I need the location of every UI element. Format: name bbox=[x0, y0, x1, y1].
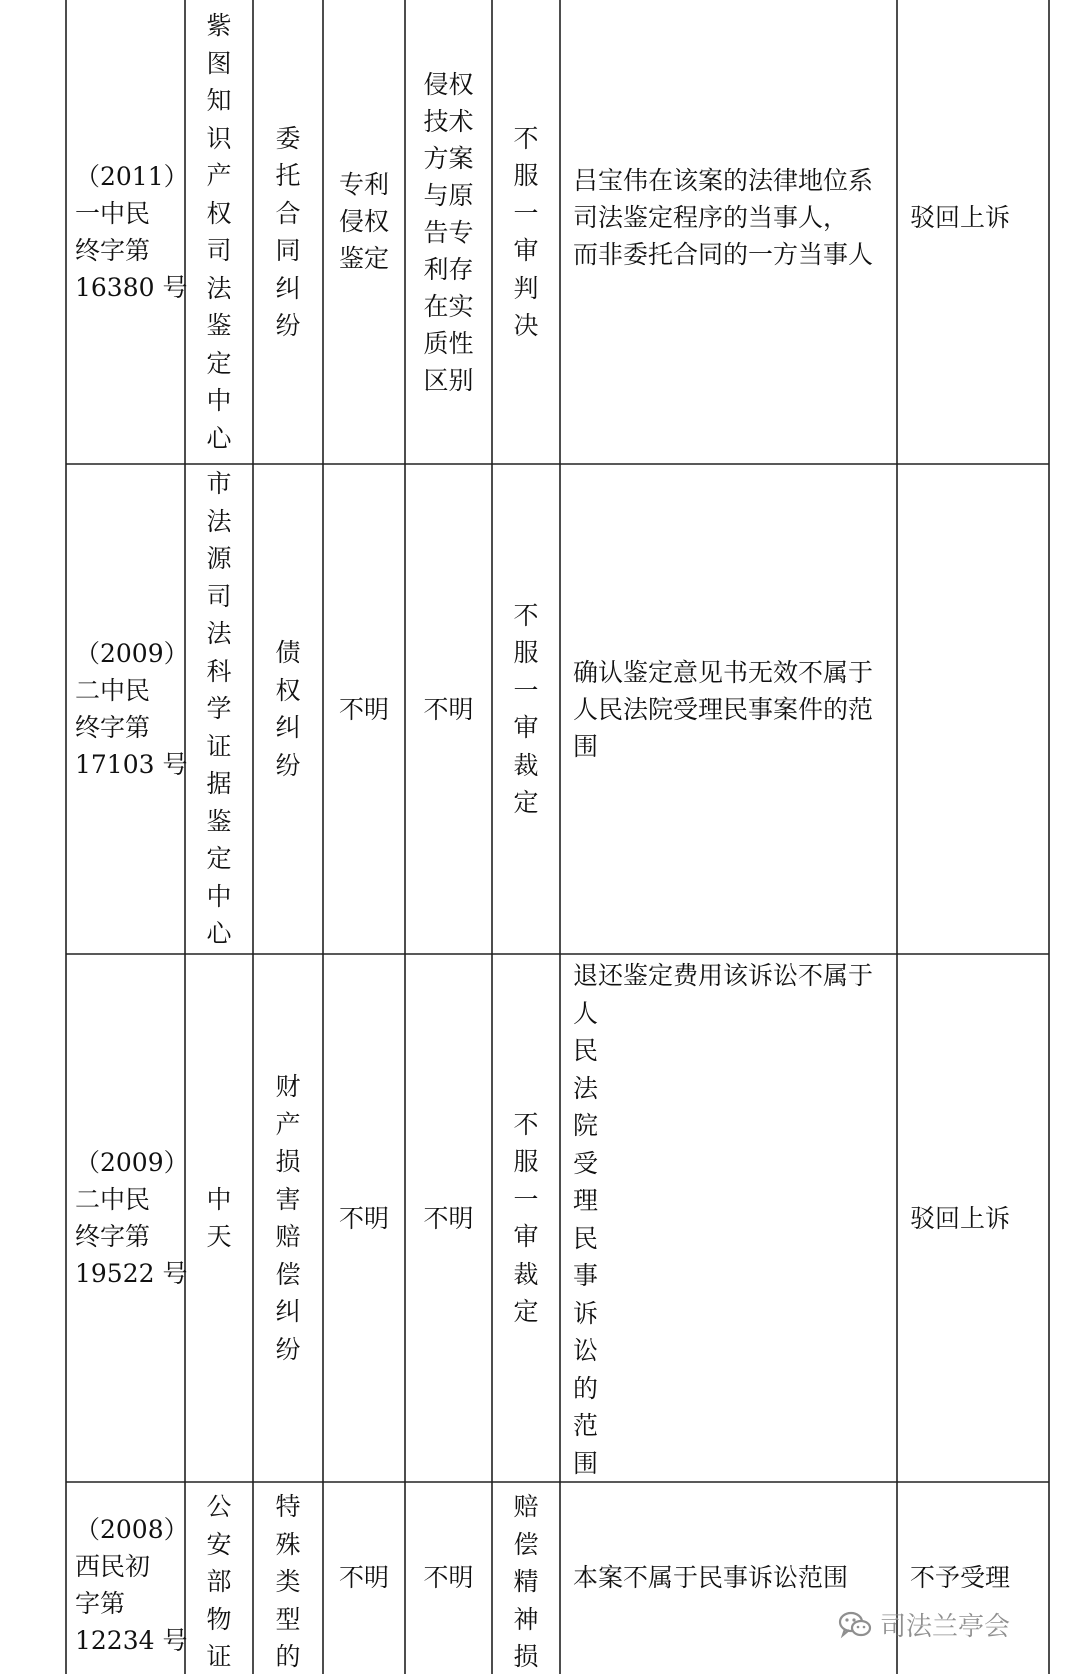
line: 确认鉴定意见书无效不属于 bbox=[573, 657, 874, 687]
char: 证 bbox=[206, 1642, 232, 1671]
char: 的 bbox=[275, 1642, 301, 1671]
line: 方案 bbox=[423, 143, 474, 173]
conclusion-cell bbox=[406, 1, 491, 463]
char: 围 bbox=[573, 1448, 599, 1478]
char: 法 bbox=[206, 619, 232, 649]
char: 图 bbox=[206, 48, 232, 78]
line: 16380 号 bbox=[75, 273, 188, 302]
char: 物 bbox=[206, 1604, 232, 1634]
agency-cell bbox=[186, 1, 252, 463]
watermark bbox=[838, 1606, 1010, 1643]
line: 专利 bbox=[338, 170, 389, 199]
char: 鉴 bbox=[206, 311, 232, 340]
char: 司 bbox=[206, 236, 232, 265]
char: 知 bbox=[206, 86, 232, 115]
char: 受 bbox=[573, 1148, 599, 1178]
char: 定 bbox=[513, 1297, 539, 1326]
char: 的 bbox=[573, 1373, 599, 1403]
char: 理 bbox=[573, 1186, 599, 1215]
char: 殊 bbox=[275, 1529, 301, 1559]
line: 二中民 bbox=[75, 676, 151, 705]
char: 诉 bbox=[573, 1298, 599, 1328]
line: 鉴定 bbox=[338, 244, 389, 273]
char: 纷 bbox=[275, 750, 301, 780]
char: 司 bbox=[206, 581, 232, 611]
char: 债 bbox=[275, 638, 301, 667]
char: 合 bbox=[275, 198, 301, 228]
char: 中 bbox=[206, 386, 232, 415]
char: 纠 bbox=[275, 273, 301, 303]
char: 产 bbox=[206, 161, 232, 190]
line: （2009） bbox=[75, 639, 189, 668]
char: 法 bbox=[206, 506, 232, 536]
char: 裁 bbox=[513, 750, 539, 780]
char: 纠 bbox=[275, 1297, 301, 1326]
result-cell: 驳回上诉 bbox=[910, 1203, 1011, 1233]
char: 裁 bbox=[513, 1259, 539, 1289]
char: 民 bbox=[573, 1036, 599, 1065]
char: 偿 bbox=[275, 1259, 301, 1289]
char: 法 bbox=[206, 273, 232, 303]
char: 精 bbox=[513, 1567, 539, 1596]
char: 财 bbox=[275, 1072, 301, 1101]
watermark-text: 司法兰亭会 bbox=[879, 1612, 1010, 1642]
char: 产 bbox=[275, 1109, 301, 1139]
char: 市 bbox=[206, 469, 232, 499]
case-number-cell bbox=[67, 465, 189, 953]
line: （2011） bbox=[75, 162, 189, 191]
char: 决 bbox=[513, 311, 539, 340]
line: 一中民 bbox=[75, 199, 151, 228]
char: 定 bbox=[206, 844, 232, 874]
line: 西民初 bbox=[75, 1552, 151, 1581]
char: 纠 bbox=[275, 713, 301, 742]
ruling-cell bbox=[561, 465, 896, 953]
char: 天 bbox=[206, 1222, 232, 1251]
line: 本案不属于民事诉讼范围 bbox=[573, 1562, 849, 1592]
char: 审 bbox=[513, 713, 539, 742]
line: 终字第 bbox=[75, 713, 151, 742]
line: 人民法院受理民事案件的范 bbox=[573, 694, 874, 724]
char: 一 bbox=[513, 1184, 539, 1214]
char: 同 bbox=[275, 236, 301, 265]
appeal-reason-cell bbox=[493, 465, 559, 953]
line: 字第 bbox=[75, 1589, 126, 1618]
char: 事 bbox=[573, 1261, 599, 1290]
char: 特 bbox=[275, 1492, 301, 1521]
char: 鉴 bbox=[206, 806, 232, 836]
char: 类 bbox=[275, 1567, 301, 1596]
wechat-icon bbox=[838, 1610, 872, 1640]
char: 一 bbox=[513, 675, 539, 705]
appraisal-item-cell: 不明 bbox=[338, 1562, 389, 1592]
char: 托 bbox=[275, 161, 301, 190]
line: （2008） bbox=[75, 1515, 189, 1544]
char: 中 bbox=[206, 1184, 232, 1214]
char: 部 bbox=[206, 1567, 232, 1596]
ruling-cell bbox=[561, 1, 896, 463]
char: 人 bbox=[573, 998, 599, 1028]
char: 定 bbox=[513, 788, 539, 817]
char: 不 bbox=[513, 1109, 539, 1139]
line: 12234 号 bbox=[75, 1626, 188, 1655]
char: 公 bbox=[206, 1492, 232, 1521]
char: 民 bbox=[573, 1223, 599, 1253]
char: 讼 bbox=[573, 1336, 599, 1365]
char: 心 bbox=[206, 423, 232, 453]
line: 终字第 bbox=[75, 236, 151, 265]
char: 心 bbox=[206, 919, 232, 949]
cause-cell bbox=[254, 1, 322, 463]
case-number-cell bbox=[67, 1, 189, 463]
line: 区别 bbox=[423, 365, 474, 395]
result-cell: 不予受理 bbox=[910, 1562, 1011, 1592]
line: 终字第 bbox=[75, 1222, 151, 1251]
char: 权 bbox=[275, 675, 301, 705]
appraisal-item-cell: 不明 bbox=[338, 694, 389, 724]
appraisal-item-cell: 不明 bbox=[338, 1203, 389, 1233]
line: 司法鉴定程序的当事人， bbox=[573, 202, 849, 232]
line: 17103 号 bbox=[75, 750, 188, 779]
agency-cell bbox=[186, 955, 252, 1481]
agency-cell bbox=[186, 465, 252, 953]
char: 服 bbox=[513, 161, 539, 190]
line: 利存 bbox=[423, 254, 474, 284]
line: 侵权 bbox=[338, 207, 389, 236]
char: 院 bbox=[573, 1111, 599, 1140]
char: 学 bbox=[206, 694, 232, 724]
case-number-cell bbox=[67, 1500, 189, 1670]
char: 神 bbox=[513, 1604, 539, 1634]
char: 据 bbox=[206, 769, 232, 799]
char: 赔 bbox=[513, 1492, 539, 1521]
line: 二中民 bbox=[75, 1185, 151, 1214]
char: 损 bbox=[513, 1642, 539, 1671]
char: 范 bbox=[573, 1411, 599, 1440]
line: 吕宝伟在该案的法律地位系 bbox=[573, 165, 874, 195]
char: 害 bbox=[275, 1184, 301, 1214]
char: 服 bbox=[513, 638, 539, 667]
char: 源 bbox=[206, 544, 232, 574]
appeal-reason-cell bbox=[493, 955, 559, 1481]
char: 识 bbox=[206, 123, 232, 153]
char: 判 bbox=[513, 273, 539, 303]
char: 委 bbox=[275, 123, 301, 153]
char: 纷 bbox=[275, 311, 301, 340]
char: 科 bbox=[206, 656, 232, 686]
result-cell bbox=[898, 465, 1048, 953]
line: 告专 bbox=[423, 217, 474, 247]
char: 一 bbox=[513, 198, 539, 228]
char: 赔 bbox=[275, 1222, 301, 1251]
char: 不 bbox=[513, 123, 539, 153]
line: 而非委托合同的一方当事人 bbox=[573, 239, 874, 269]
line: 退还鉴定费用该诉讼不属于 bbox=[573, 961, 874, 990]
cause-cell bbox=[254, 955, 322, 1481]
line: 在实 bbox=[423, 291, 474, 321]
char: 偿 bbox=[513, 1529, 539, 1559]
cause-cell bbox=[254, 1488, 322, 1678]
line: 质性 bbox=[423, 328, 474, 358]
char: 损 bbox=[275, 1147, 301, 1176]
conclusion-cell: 不明 bbox=[423, 1203, 474, 1233]
char: 纷 bbox=[275, 1334, 301, 1364]
line: 技术 bbox=[423, 106, 474, 136]
result-cell: 驳回上诉 bbox=[910, 202, 1011, 232]
char: 法 bbox=[573, 1073, 599, 1103]
conclusion-cell: 不明 bbox=[423, 694, 474, 724]
appeal-reason-cell bbox=[493, 1488, 559, 1678]
line: （2009） bbox=[75, 1148, 189, 1177]
line: 19522 号 bbox=[75, 1259, 188, 1288]
char: 证 bbox=[206, 731, 232, 761]
case-number-cell bbox=[67, 955, 189, 1481]
conclusion-cell: 不明 bbox=[423, 1562, 474, 1592]
char: 权 bbox=[206, 198, 232, 228]
char: 不 bbox=[513, 600, 539, 630]
line: 侵权 bbox=[423, 69, 474, 99]
appeal-reason-cell bbox=[493, 1, 559, 463]
char: 型 bbox=[275, 1604, 301, 1634]
char: 中 bbox=[206, 881, 232, 911]
agency-cell bbox=[186, 1488, 252, 1678]
line: 与原 bbox=[423, 180, 474, 210]
char: 紫 bbox=[206, 11, 232, 40]
ruling-cell bbox=[561, 955, 896, 1481]
appraisal-item-cell bbox=[324, 1, 404, 463]
line: 围 bbox=[573, 731, 599, 761]
char: 审 bbox=[513, 1222, 539, 1251]
char: 审 bbox=[513, 236, 539, 265]
char: 服 bbox=[513, 1147, 539, 1176]
cause-cell bbox=[254, 465, 322, 953]
char: 定 bbox=[206, 348, 232, 378]
char: 安 bbox=[206, 1529, 232, 1559]
